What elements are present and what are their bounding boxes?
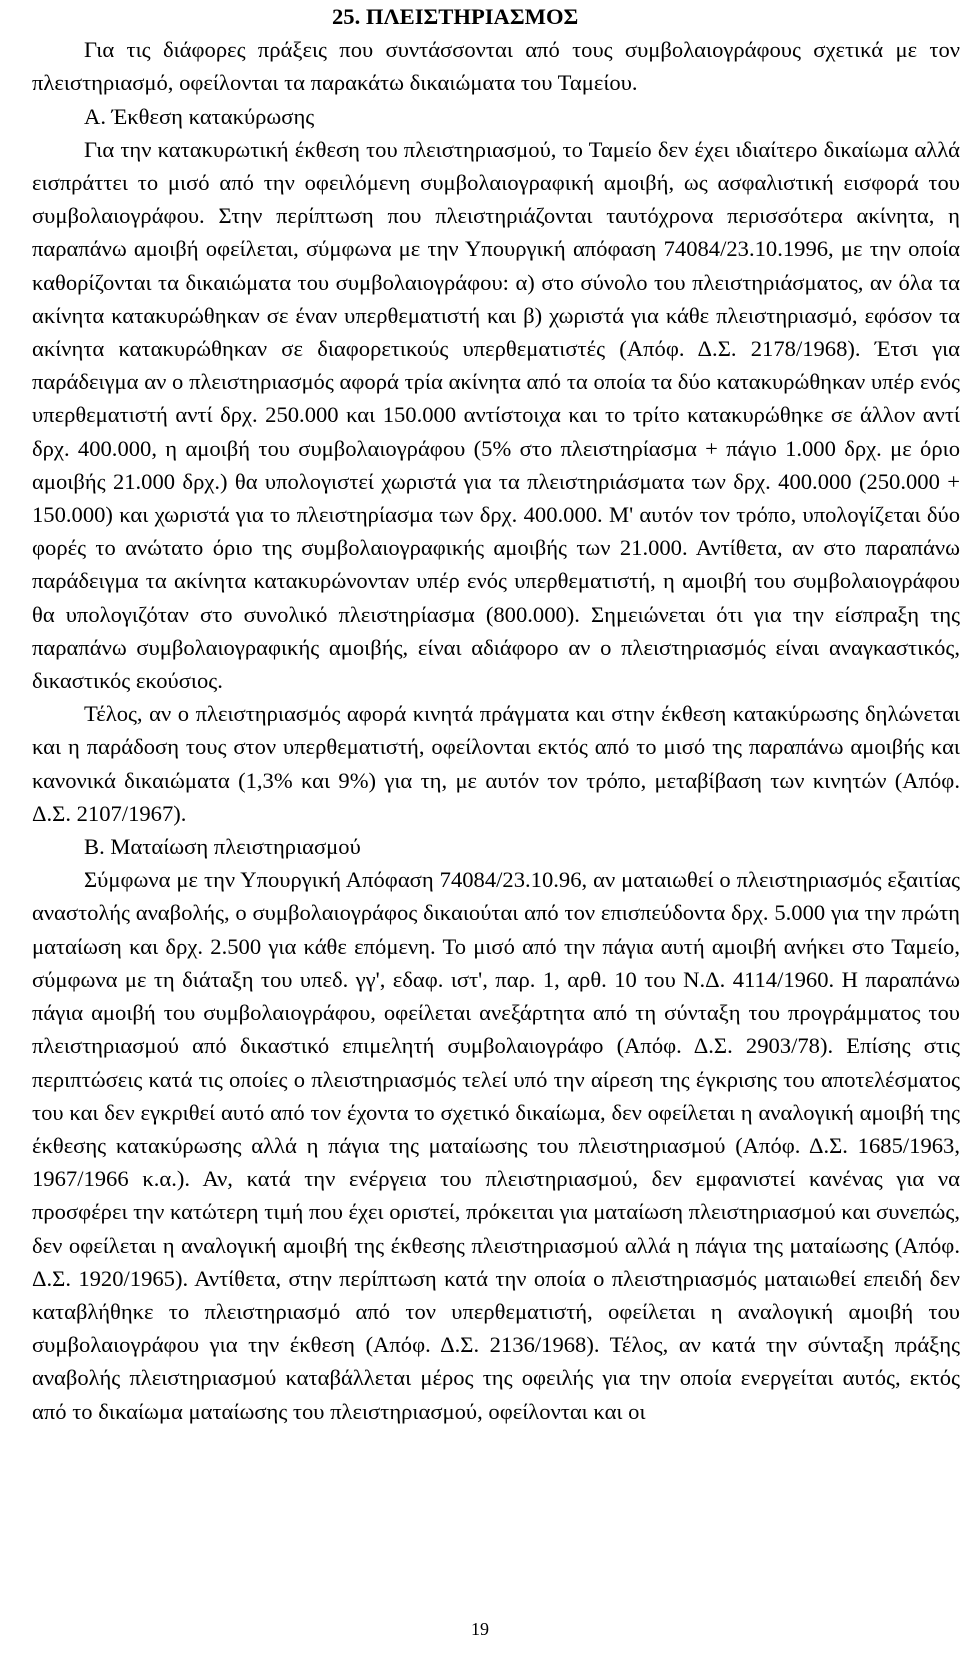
subsection-a-paragraph-2: Τέλος, αν ο πλειστηριασμός αφορά κινητά πράγματα και στην έκθεση κατακύρωσης δηλώνεται και η παράδοση τους στον υπερθεματιστή, οφείλονται εκτός από το μισό της παραπάνω αμοιβής και κανονικά δικαιώματα (1,3% και 9%) για τη, με αυτόν τον τρόπο, μεταβίβαση των κινητών (Απόφ. Δ.Σ. 2107/1967). [32,701,960,826]
section-title: 25. ΠΛΕΙΣΤΗΡΙΑΣΜΟΣ [332,4,579,29]
subsection-a-paragraph-1: Για την κατακυρωτική έκθεση του πλειστηριασμού, το Ταμείο δεν έχει ιδιαίτερο δικαίωμα αλλά εισπράττει το μισό από την οφειλόμενη συμβολαιογραφική αμοιβή, ως ασφαλιστική εισφορά του συμβολαιογράφου. Στην περίπτωση που πλειστηριάζονται ταυτόχρονα περισσότερα ακίνητα, η παραπάνω αμοιβή οφείλεται, σύμφωνα με την Υπουργική απόφαση 74084/23.10.1996, με την οποία καθορίζονται τα δικαιώματα του συμβολαιογράφου: α) στο σύνολο του πλειστηριάσματος, αν όλα τα ακίνητα κατακυρώθηκαν σε έναν υπερθεματιστή και β) χωριστά για κάθε πλειστηριασμό, εφόσον τα ακίνητα κατακυρώθηκαν σε διαφορετικούς υπερθεματιστές (Απόφ. Δ.Σ. 2178/1968). Έτσι για παράδειγμα αν ο πλειστηριασμός αφορά τρία ακίνητα από τα οποία τα δύο κατακυρώθηκαν υπέρ ενός υπερθεματιστή αντί δρχ. 250.000 και 150.000 αντίστοιχα και το τρίτο κατακυρώθηκε σε άλλον αντί δρχ. 400.000, η αμοιβή του συμβολαιογράφου (5% στο πλειστηρίασμα + πάγιο 1.000 δρχ. με όριο αμοιβής 21.000 δρχ.) θα υπολογιστεί χωριστά για τα πλειστηριάσματα των δρχ. 400.000 (250.000 + 150.000) και χωριστά για το πλειστηρίασμα των δρχ. 400.000. Μ' αυτόν τον τρόπο, υπολογίζεται δύο φορές το ανώτατο όριο της συμβολαιογραφικής αμοιβής των 21.000. Αντίθετα, αν στο παραπάνω παράδειγμα τα ακίνητα κατακυρώνονταν υπέρ ενός υπερθεματιστή, η αμοιβή του συμβολαιογράφου θα υπολογιζόταν στο συνολικό πλειστηρίασμα (800.000). Σημειώνεται ότι για την είσπραξη της παραπάνω συμβολαιογραφικής αμοιβής, είναι αδιάφορο αν ο πλειστηριασμός είναι αναγκαστικός, δικαστικός εκούσιος. [32,136,960,694]
document-body [32,0,960,1428]
page-number: 19 [471,1619,489,1639]
subsection-a-title: Α. Έκθεση κατακύρωσης [84,103,315,129]
intro-paragraph: Για τις διάφορες πράξεις που συντάσσονται από τους συμβολαιογράφους σχετικά με τον πλειστηριασμό, οφείλονται τα παρακάτω δικαιώματα του Ταμείου. [32,37,960,96]
subsection-b-paragraph-1: Σύμφωνα με την Υπουργική Απόφαση 74084/23.10.96, αν ματαιωθεί ο πλειστηριασμός εξαιτίας αναστολής αναβολής, ο συμβολαιογράφος δικαιούται από τον επισπεύδοντα δρχ. 5.000 για την πρώτη ματαίωση και δρχ. 2.500 για κάθε επόμενη. Το μισό από την πάγια αυτή αμοιβή ανήκει στο Ταμείο, σύμφωνα με τη διάταξη του υπεδ. γγ', εδαφ. ιστ', παρ. 1, αρθ. 10 του Ν.Δ. 4114/1960. Η παραπάνω πάγια αμοιβή του συμβολαιογράφου, οφείλεται ανεξάρτητα από τη σύνταξη του προγράμματος του πλειστηριασμού από δικαστικό επιμελητή συμβολαιογράφο (Απόφ. Δ.Σ. 2903/78). Επίσης στις περιπτώσεις κατά τις οποίες ο πλειστηριασμός τελεί υπό την αίρεση της έγκρισης του αποτελέσματος του και δεν εγκριθεί αυτό από τον έχοντα το σχετικό δικαίωμα, δεν οφείλεται η αναλογική αμοιβή της έκθεσης κατακύρωσης αλλά η πάγια της ματαίωσης του πλειστηριασμού (Απόφ. Δ.Σ. 1685/1963, 1967/1966 κ.α.). Αν, κατά την ενέργεια του πλειστηριασμού, δεν εμφανιστεί κανένας για να προσφέρει την κατώτερη τιμή που έχει οριστεί, πρόκειται για ματαίωση πλειστηριασμού και συνεπώς, δεν οφείλεται η αναλογική αμοιβή της έκθεσης πλειστηριασμού αλλά η πάγια της ματαίωσης (Απόφ. Δ.Σ. 1920/1965). Αντίθετα, στην περίπτωση κατά την οποία ο πλειστηριασμός ματαιωθεί επειδή δεν καταβλήθηκε το πλειστηριασμό από τον υπερθεματιστή, οφείλεται η αναλογική αμοιβή του συμβολαιογράφου για την έκθεση (Απόφ. Δ.Σ. 2136/1968). Τέλος, αν κατά την σύνταξη πράξης αναβολής πλειστηριασμού καταβάλλεται μέρος της οφειλής για την οποία ενεργείται αυτός, εκτός από το δικαίωμα ματαίωσης του πλειστηριασμού, οφείλονται και οι [32,867,960,1424]
subsection-b-title: Β. Ματαίωση πλειστηριασμού [84,834,361,860]
